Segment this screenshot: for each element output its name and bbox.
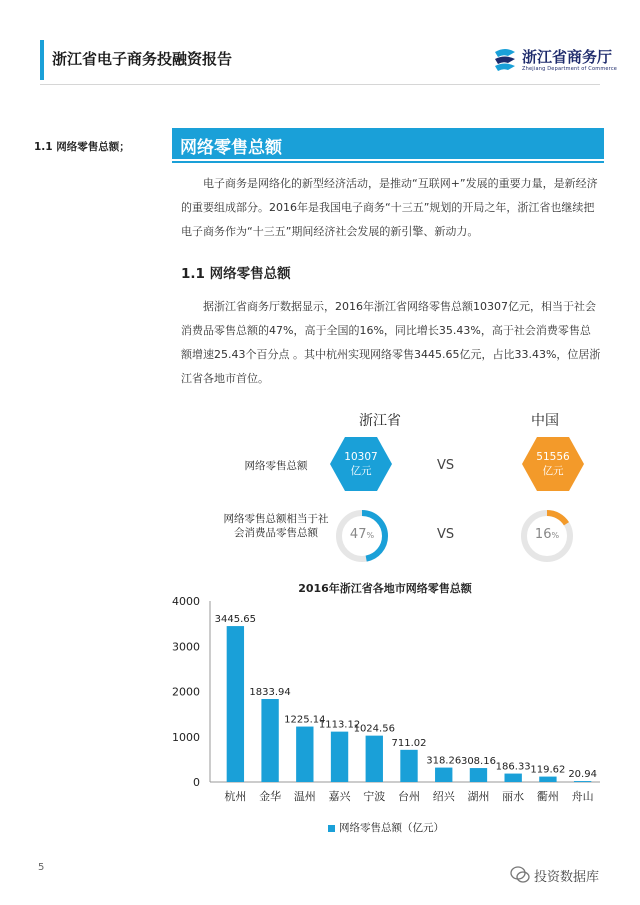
bar-value-label: 186.33 (495, 761, 531, 773)
body-paragraph: 据浙江省商务厅数据显示，2016年浙江省网络零售总额10307亿元，相当于社会消费品零售总额的47%，高于全国的16%，同比增长35.43%，高于社会消费零售总额增速25.43个百分点 。其中杭州实现网络零售3445.65亿元，占比33.43%，位居浙江省各地市首位。 (181, 300, 601, 385)
bar (366, 736, 383, 782)
x-tick-label: 绍兴 (432, 790, 455, 803)
bar (296, 727, 313, 782)
x-tick-label: 衢州 (536, 790, 559, 803)
bar (470, 768, 487, 782)
bar-value-label: 1225.14 (284, 714, 326, 726)
chart-legend (328, 820, 444, 835)
section-banner-title: 网络零售总额 (180, 138, 282, 158)
bar-value-label: 1833.94 (249, 687, 291, 699)
zhejiang-total-value: 10307 (344, 451, 378, 463)
china-share-sign: % (551, 531, 560, 540)
donut-zhejiang-share (334, 508, 390, 564)
bar (331, 732, 348, 782)
logo-text: 浙江省商务厅 (522, 48, 613, 66)
donut-china-text (519, 527, 575, 542)
zhejiang-share-value: 47 (349, 527, 367, 542)
chart-title: 2016年浙江省各地市网络零售总额 (298, 582, 472, 595)
banner-underline (172, 161, 604, 163)
zhejiang-total-unit: 亿元 (350, 465, 372, 477)
bar (505, 774, 522, 782)
china-share-value: 16 (534, 527, 552, 542)
logo-subtitle: Zhejiang Department of Commerce (522, 66, 618, 72)
intro-paragraph: 电子商务是网络化的新型经济活动，是推动“互联网+”发展的重要力量，是新经济的重要组成部分。2016年是我国电子商务“十三五”规划的开局之年，浙江省也继续把电子商务作为“十三五”期间经济社会发展的新引擎、新动力。 (181, 177, 598, 238)
x-tick-label: 湖州 (467, 790, 490, 803)
x-tick-label: 宁波 (363, 790, 386, 803)
header-accent-bar (40, 40, 44, 80)
bar-value-label: 711.02 (391, 737, 427, 749)
legend-label: 网络零售总额（亿元） (339, 822, 444, 834)
hexagon-zhejiang-total (329, 436, 393, 492)
china-total-unit: 亿元 (542, 465, 564, 477)
header-divider (40, 84, 600, 85)
hexagon-zhejiang-text (329, 450, 393, 478)
section-banner (172, 128, 604, 159)
bar (574, 781, 591, 782)
bar-value-label: 119.62 (530, 764, 566, 776)
bar-value-label: 1113.12 (318, 719, 361, 731)
x-tick-label: 台州 (398, 790, 420, 803)
hexagon-china-text (521, 450, 585, 478)
city-retail-bar-chart (160, 578, 610, 840)
bar-value-label: 3445.65 (214, 614, 257, 626)
donut-zhejiang-text (334, 527, 390, 542)
x-tick-label: 丽水 (502, 790, 525, 803)
donut-china-share (519, 508, 575, 564)
x-tick-label: 舟山 (571, 790, 594, 803)
china-total-value: 51556 (536, 451, 570, 463)
x-tick-label: 杭州 (224, 790, 247, 803)
x-tick-label: 温州 (293, 790, 316, 803)
report-title: 浙江省电子商务投融资报告 (52, 50, 233, 68)
logo-mark-icon (492, 46, 518, 72)
x-tick-label: 嘉兴 (328, 790, 351, 803)
y-tick-label: 2000 (172, 685, 200, 699)
bar (435, 768, 452, 782)
bar (227, 626, 244, 782)
legend-swatch-icon (328, 825, 335, 832)
row-label-total: 网络零售总额 (244, 460, 308, 472)
bar-value-label: 318.26 (426, 755, 462, 767)
y-tick-label: 0 (193, 776, 200, 789)
bar-value-label: 20.94 (568, 769, 597, 781)
bar-value-label: 308.16 (460, 756, 496, 768)
chart-plot-area (160, 596, 610, 836)
y-tick-label: 3000 (172, 640, 200, 654)
vs-label-share: VS (437, 527, 455, 542)
department-logo (492, 44, 632, 78)
y-tick-label: 1000 (172, 730, 200, 744)
bar (539, 777, 556, 782)
y-tick-label: 4000 (172, 596, 200, 608)
wechat-icon (510, 866, 530, 884)
bar (261, 699, 278, 782)
x-tick-label: 金华 (259, 790, 282, 803)
row-label-share: 网络零售总额相当于社会消费品零售总额 (223, 513, 329, 539)
page-number: 5 (38, 862, 45, 873)
column-heading-china: 中国 (531, 413, 559, 429)
zhejiang-share-sign: % (366, 531, 375, 540)
subsection-heading: 1.1 网络零售总额 (181, 266, 291, 282)
vs-label-total: VS (437, 458, 455, 473)
bar (400, 750, 417, 782)
hexagon-china-total (521, 436, 585, 492)
watermark-text: 投资数据库 (534, 870, 600, 885)
column-heading-zhejiang: 浙江省 (359, 413, 401, 429)
section-toc-label: 1.1 网络零售总额； (34, 141, 130, 153)
bar-value-label: 1024.56 (353, 723, 395, 735)
